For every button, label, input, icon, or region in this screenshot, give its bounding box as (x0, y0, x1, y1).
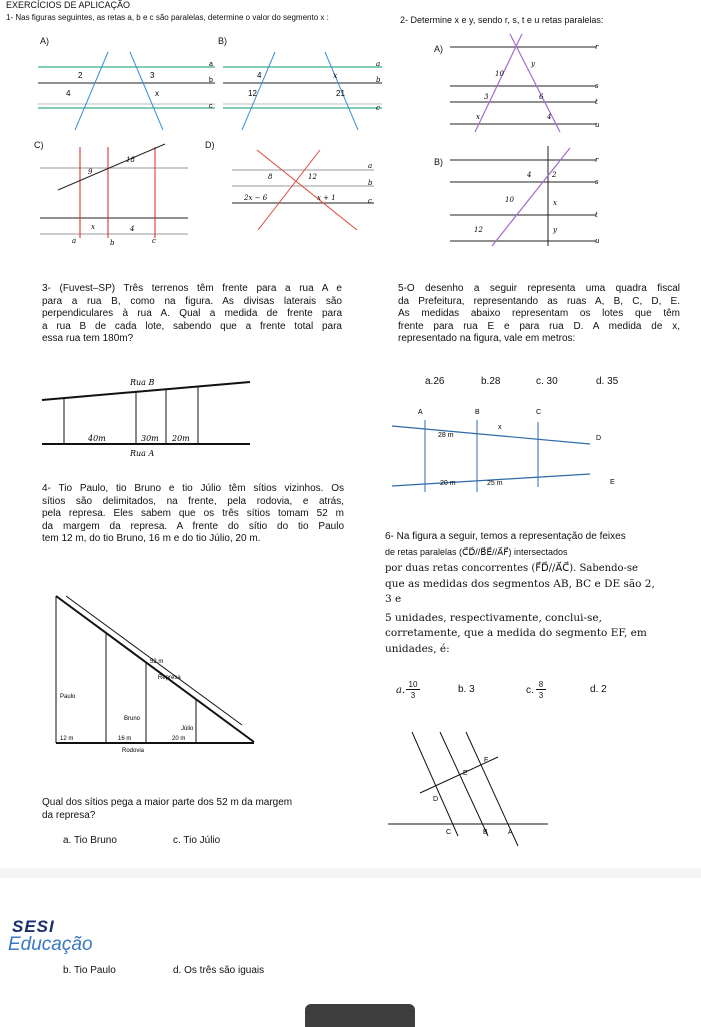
q5-line: da Prefeitura, representando as ruas A, B, C, D, E. (398, 295, 680, 307)
q4-question-line: da represa? (42, 809, 96, 821)
q6-line-1: 6- Na figura a seguir, temos a representação de feixes (385, 531, 626, 542)
q3-m30: 30m (141, 434, 159, 443)
q3-rua-b: Rua B (130, 378, 155, 387)
q6-line-2: de retas paralelas (C⃗D⃗//B⃗E⃗//A⃗F⃗) intersectados (385, 547, 568, 557)
q1c-c: c (152, 237, 156, 245)
q1c-b: b (110, 239, 115, 247)
q4-paulo: Paulo (60, 694, 76, 700)
q4-m20: 20 m (172, 736, 186, 742)
q3-m20: 20m (172, 434, 190, 443)
page-title: EXERCÍCIOS DE APLICAÇÃO (6, 0, 131, 10)
q4-line: 4- Tio Paulo, tio Bruno e tio Júlio têm sítios vizinhos. Os (42, 483, 344, 494)
q1d-label: D) (205, 140, 215, 150)
q6-option-a-numerator: 10 (406, 680, 420, 690)
q5-A: A (418, 409, 423, 416)
q3-line: a rua B de cada lote, sabendo que a frente total para (42, 320, 342, 332)
q4-option-b[interactable]: b. Tio Paulo (63, 965, 116, 976)
q2b-t: t (595, 211, 598, 219)
q4-represa: Represa (158, 675, 181, 681)
q6-A: A (508, 829, 513, 836)
q2b-y: y (553, 226, 557, 234)
q2a-s: s (595, 82, 599, 90)
q1b-n21: 21 (336, 89, 345, 98)
q1b-n12: 12 (248, 89, 257, 98)
q1d-a: a (368, 162, 373, 170)
q2a-n4: 4 (547, 113, 552, 121)
q4-question-line: Qual dos sítios pega a maior parte dos 52 m da margem (42, 797, 293, 808)
q4-option-d[interactable]: d. Os três são iguais (173, 965, 265, 976)
q6-option-b[interactable]: b. 3 (458, 684, 475, 695)
q2a-n10: 10 (495, 70, 504, 78)
q6-option-c-prefix: c. (526, 685, 534, 696)
q5-m28: 28 m (438, 432, 454, 439)
q3-m40: 40m (88, 434, 106, 443)
q6-option-a-prefix: a. (396, 685, 406, 696)
q6-line-7: corretamente, que a medida do segmento EF, em (385, 627, 647, 639)
q1a-label: A) (40, 36, 49, 46)
q2a-r: r (595, 43, 599, 51)
q1d-e2: x + 1 (317, 194, 336, 202)
q6-E: E (463, 770, 468, 777)
q6-line-6: 5 unidades, respectivamente, conclui-se, (385, 612, 602, 624)
q1c-label: C) (34, 140, 44, 150)
q2a-t: t (595, 98, 598, 106)
q4-option-a[interactable]: a. Tio Bruno (63, 835, 117, 846)
sesi-logo: SESI (12, 917, 55, 936)
q5-line: 5-O desenho a seguir representa uma quadra fiscal (398, 283, 680, 294)
q1b-n4: 4 (257, 71, 262, 80)
q5-line: frente para rua E e para rua D. A medida de x, (398, 320, 680, 332)
q2a-y: y (531, 60, 535, 68)
q5-option-d[interactable]: d. 35 (596, 376, 619, 387)
q1a-n3: 3 (150, 71, 155, 80)
q4-option-c[interactable]: c. Tio Júlio (173, 835, 221, 846)
q4-line: sítios são delimitados, na frente, pela rodovia, e atrás, (42, 495, 344, 507)
q1b-b: b (376, 76, 381, 84)
q2b-n2: 2 (552, 171, 557, 179)
q1a-b: b (209, 77, 213, 84)
q2b-label: B) (434, 157, 443, 167)
q5-D: D (596, 435, 602, 442)
q3-line: perpendiculares à rua A. Qual a medida de frente para (42, 308, 342, 319)
q4-m52: 52 m (150, 659, 164, 665)
q1a-x: x (155, 89, 159, 98)
q5-option-c[interactable]: c. 30 (536, 376, 558, 387)
q1c-a: a (72, 237, 77, 245)
q2a-u: u (595, 121, 600, 129)
q5-x: x (498, 424, 502, 431)
q5-E: E (610, 479, 615, 486)
q6-line-4: que as medidas dos segmentos AB, BC e DE são 2, (385, 578, 655, 590)
q4-bruno: Bruno (124, 716, 141, 722)
q4-m12: 12 m (60, 736, 74, 742)
q2b-n4: 4 (527, 171, 532, 179)
q5-option-b[interactable]: b.28 (481, 376, 501, 387)
q1a-c: c (209, 103, 213, 110)
q1d-n12: 12 (308, 173, 317, 181)
q2b-u: u (595, 237, 600, 245)
q6-line-3: por duas retas concorrentes (F⃗D⃗//A⃗C⃗). Sabendo-se (385, 563, 638, 574)
q1b-x: x (333, 71, 338, 80)
q4-rodovia: Rodovia (122, 748, 145, 754)
q2b-n10: 10 (505, 196, 514, 204)
q5-C: C (536, 409, 542, 416)
q6-F: F (484, 757, 489, 764)
q1a-n4: 4 (66, 89, 71, 98)
q6-C: C (446, 829, 452, 836)
q6-option-d[interactable]: d. 2 (590, 684, 607, 695)
q1b-label: B) (218, 36, 227, 46)
q6-option-c-denominator: 3 (538, 691, 544, 700)
q3-rua-a: Rua A (130, 449, 155, 458)
q5-B: B (475, 409, 480, 416)
q4-line: da margem da represa. A frente do sítio do tio Paulo (42, 520, 344, 532)
q4-m16: 16 m (118, 736, 132, 742)
q1a-n2: 2 (78, 71, 83, 80)
q5-line: representado na figura, vale em metros: (398, 333, 576, 344)
q2a-n3: 3 (484, 93, 489, 101)
q3-line: essa rua tem 180m? (42, 333, 134, 344)
page-separator (0, 868, 701, 878)
q2b-n12: 12 (474, 226, 483, 234)
q1c-n4: 4 (130, 225, 135, 233)
q1a-a: a (209, 61, 213, 68)
q1c-n9: 9 (88, 168, 93, 176)
q3-line: 3- (Fuvest–SP) Três terrenos têm frente para a rua A e (42, 283, 342, 294)
q1c-x: x (91, 223, 95, 231)
q4-line: pela represa. Eles sabem que os três sítios tomam 52 m (42, 508, 344, 519)
q1-statement: 1- Nas figuras seguintes, as retas a, b e c são paralelas, determine o valor do segmento x : (6, 13, 329, 22)
q2a-x: x (476, 113, 480, 121)
q6-D: D (433, 796, 439, 803)
q2b-x: x (553, 199, 557, 207)
q4-julio: Júlio (181, 726, 194, 732)
q2a-label: A) (434, 44, 443, 54)
q1b-a: a (376, 60, 381, 68)
q6-line-8: unidades, é: (385, 643, 450, 655)
q2b-s: s (595, 178, 599, 186)
q1d-c: c (368, 197, 372, 205)
q2a-n6: 6 (539, 93, 544, 101)
q5-m25: 25 m (487, 480, 503, 487)
q1d-b: b (368, 179, 373, 187)
q6-option-c-numerator: 8 (536, 680, 546, 690)
q1b-c: c (376, 104, 380, 112)
q1d-e1: 2x − 6 (244, 194, 268, 202)
q1c-n18: 18 (126, 156, 135, 164)
q1d-n8: 8 (268, 173, 273, 181)
bottom-toolbar[interactable] (305, 1004, 415, 1027)
q5-m20: 20 m (440, 480, 456, 487)
q4-line: tem 12 m, do tio Bruno, 16 m e do tio Júlio, 20 m. (42, 533, 261, 544)
q6-B: B (483, 829, 488, 836)
q5-option-a[interactable]: a.26 (425, 376, 445, 387)
q3-line: para a rua B, como na figura. As divisas laterais são (42, 295, 342, 307)
q6-option-a-denominator: 3 (410, 691, 416, 700)
q5-line: As medidas abaixo representam os lotes que têm (398, 308, 680, 319)
educacao-logo: Educação (8, 934, 93, 955)
q2-statement: 2- Determine x e y, sendo r, s, t e u retas paralelas: (400, 15, 604, 25)
q2b-r: r (595, 156, 599, 164)
q6-line-5: 3 e (385, 593, 402, 605)
